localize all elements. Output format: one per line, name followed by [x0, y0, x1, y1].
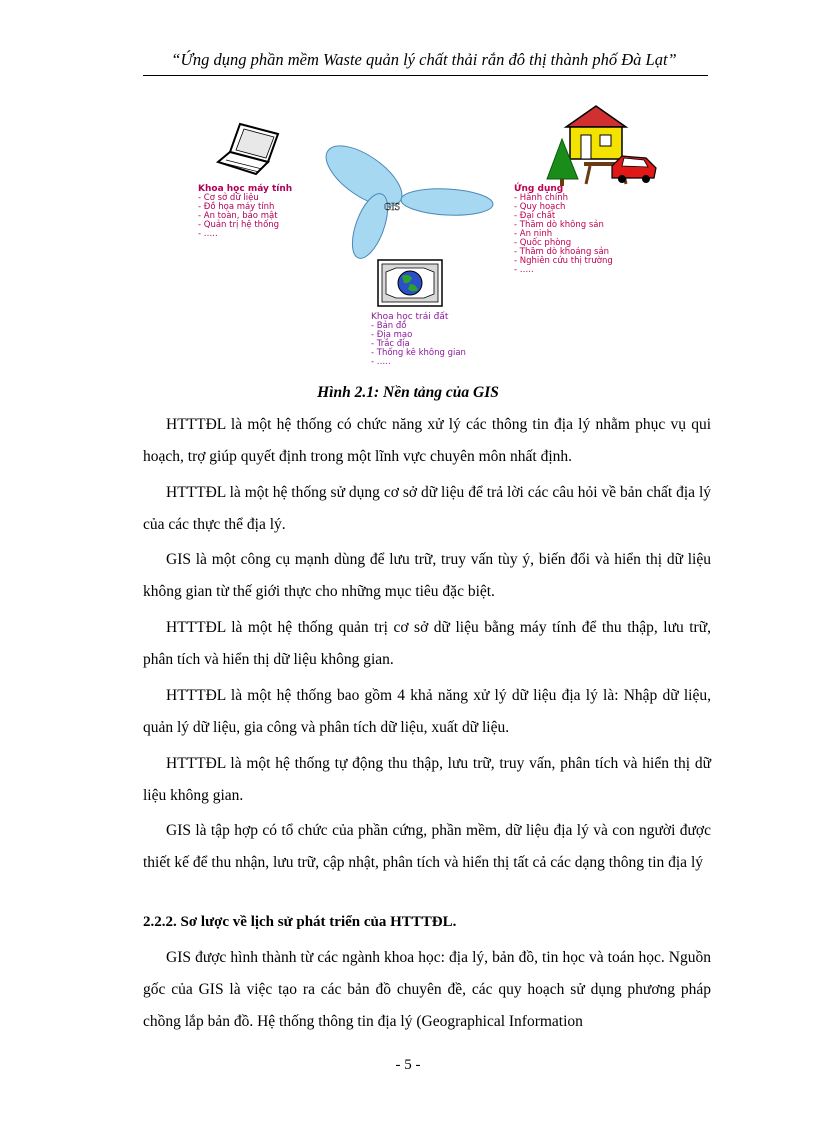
page-number: - 5 - — [395, 1057, 421, 1073]
laptop-icon — [218, 124, 278, 174]
paragraph: HTTTĐL là một hệ thống tự động thu thập, lưu trữ, truy vấn, phân tích và hiển thị dữ liệu không gian. — [143, 755, 711, 804]
list-item: - ….. — [514, 265, 534, 275]
computer-science-label — [198, 185, 292, 239]
paragraph: HTTTĐL là một hệ thống quản trị cơ sở dữ liệu bằng máy tính để thu thập, lưu trữ, phân tích và hiển thị dữ liệu không gian. — [143, 619, 711, 668]
paragraph: HTTTĐL là một hệ thống bao gồm 4 khả năng xử lý dữ liệu địa lý là: Nhập dữ liệu, quản lý dữ liệu, gia công và phân tích dữ liệu, xuất dữ liệu. — [143, 687, 711, 736]
list-item: - Quy hoạch — [514, 202, 566, 212]
gis-petals — [316, 134, 493, 262]
list-item: - Quản trị hệ thống — [198, 220, 280, 230]
section-heading: 2.2.2. Sơ lược về lịch sử phát triển của HTTTĐL. — [143, 914, 457, 930]
list-item: - An toàn, bảo mật — [198, 211, 278, 221]
list-item: - Thăm dò khoáng sản — [514, 247, 610, 257]
applications-title: Ứng dụng — [514, 184, 564, 194]
list-item: - ….. — [371, 357, 391, 367]
figure-caption: Hình 2.1: Nền tảng của GIS — [317, 384, 499, 401]
list-item: - Đại chất — [514, 211, 556, 221]
list-item: - Thống kê không gian — [371, 348, 466, 358]
list-item: - Trắc địa — [371, 339, 410, 349]
gis-center-label: GIS — [384, 202, 401, 213]
earth-science-title: Khoa học trái đất — [371, 312, 449, 322]
paragraph: GIS là một công cụ mạnh dùng để lưu trữ, truy vấn tùy ý, biến đổi và hiển thị dữ liệu không gian từ thế giới thực cho những mục tiêu đặc biệt. — [143, 551, 711, 600]
paragraph: GIS được hình thành từ các ngành khoa học: địa lý, bản đồ, tin học và toán học. Nguồn gốc của GIS là việc tạo ra các bản đồ chuyên đề, các quy hoạch sử dụng phương pháp chồng lắp bản đồ. Hệ thống thông tin địa lý (Geographical Information — [143, 949, 711, 1030]
paragraph: HTTTĐL là một hệ thống có chức năng xử lý các thông tin địa lý nhằm phục vụ qui hoạch, trợ giúp quyết định trong một lĩnh vực chuyên môn nhất định. — [143, 416, 711, 465]
list-item: - Nghiên cứu thị trường — [514, 256, 613, 266]
list-item: - Đồ họa máy tính — [198, 202, 275, 212]
list-item: - Thăm dò không sản — [514, 220, 604, 230]
list-item: - Quốc phòng — [514, 238, 572, 248]
petal-right — [400, 187, 493, 218]
running-header: “Ứng dụng phần mềm Waste quản lý chất thải rắn đô thị thành phố Đà Lạt” — [171, 50, 677, 69]
list-item: - Bản đồ — [371, 321, 407, 331]
list-item: - Hành chính — [514, 193, 569, 203]
list-item: - ….. — [198, 229, 218, 239]
applications-label — [514, 185, 613, 275]
globe-map-icon — [378, 260, 442, 306]
list-item: - Cơ sở dữ liệu — [198, 193, 259, 203]
list-item: - An ninh — [514, 229, 553, 239]
computer-science-title: Khoa học máy tính — [198, 184, 293, 194]
paragraph: GIS là tập hợp có tổ chức của phần cứng, phần mềm, dữ liệu địa lý và con người được thiết kế để thu nhận, lưu trữ, cập nhật, phân tích và hiển thị tất cả các dạng thông tin địa lý — [143, 822, 711, 871]
application-scene-icon — [547, 106, 656, 186]
earth-science-label — [371, 313, 466, 367]
list-item: - Địa mạo — [371, 330, 413, 340]
paragraph: HTTTĐL là một hệ thống sử dụng cơ sở dữ liệu để trả lời các câu hỏi về bản chất địa lý của các thực thể địa lý. — [143, 484, 711, 533]
